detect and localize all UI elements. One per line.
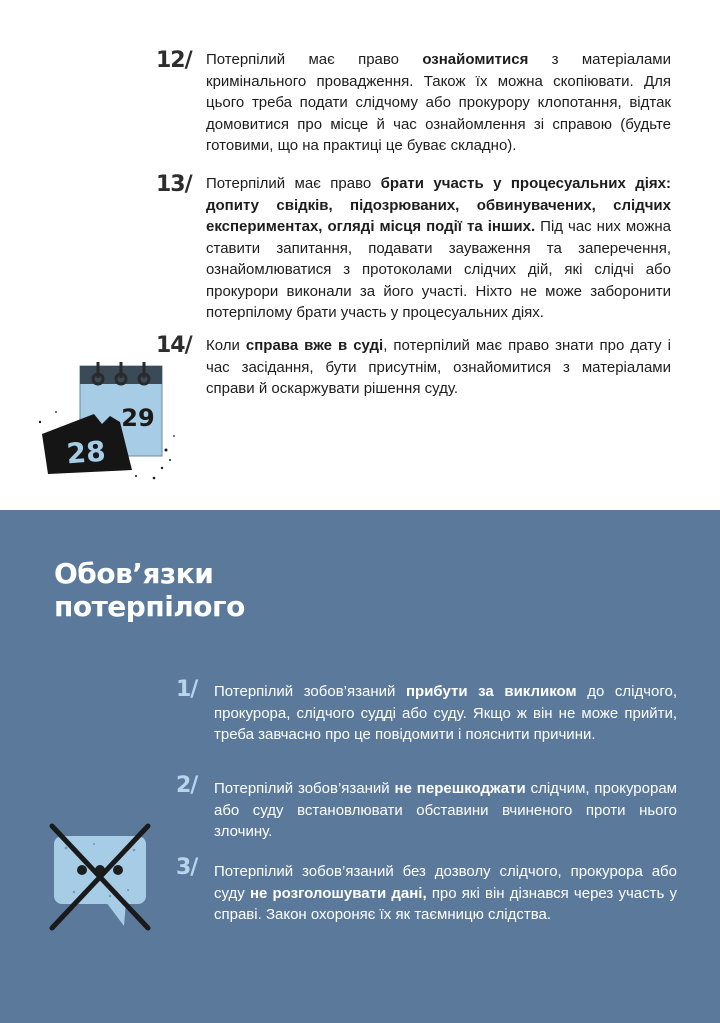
item-number: 3/: [176, 855, 198, 880]
calendar-back-day: 29: [121, 404, 155, 432]
item-number: 14/: [156, 333, 192, 358]
item-number: 13/: [156, 172, 192, 197]
item-text: Потерпілий зобов’язаний прибути за викликом до слідчого, прокурора, слідчого судді або суду. Якщо ж він не може прийти, треба завчасно про це повідомити і пояснити причини.: [214, 683, 678, 743]
crossed-chat-icon: [44, 822, 156, 934]
item-text: Потерпілий має право брати участь у процесуальних діях: допиту свідків, підозрюваних, обвинувачених, слідчих експериментах, огляді місця події та інших. Під час них можна ставити запитання, подавати зауваження та заперечення, ознайомлюватися з протоколами слідчих дій, які слідчі або прокурори виконали за його участі. Ніхто не може заборонити потерпілому брати участь у процесуальних діях.: [206, 175, 671, 321]
item-number: 2/: [176, 773, 198, 798]
item-text: Потерпілий має право ознайомитися з матеріалами кримінального провадження. Також їх можна скопіювати. Для цього треба подати слідчому або прокурору клопотання, відтак домовитися про місце й час ознайомлення зі справою (будьте готовими, що на практиці це буває складно).: [206, 51, 671, 154]
calendar-icon: [36, 352, 176, 482]
rights-section: [0, 0, 720, 510]
section-heading: Обов’язки потерпілого: [54, 557, 245, 623]
calendar-front-day: 28: [65, 434, 107, 471]
item-number: 1/: [176, 677, 198, 702]
item-text: Потерпілий зобов’язаний не перешкоджати слідчим, прокурорам або суду встановлювати обставини вчиненого проти нього злочину.: [214, 780, 677, 840]
item-text: Коли справа вже в суді, потерпілий має право знати про дату і час засідання, бути присутнім, ознайомитися з матеріалами справи й оскаржувати рішення суду.: [206, 337, 671, 397]
speech-bubble-tail: [106, 902, 126, 926]
item-number: 12/: [156, 48, 192, 73]
item-text: Потерпілий зобов’язаний без дозволу слідчого, прокурора або суду не розголошувати дані, про які він дізнався через участь у справі. Закон охороняє їх як таємницю слідства.: [214, 863, 677, 923]
